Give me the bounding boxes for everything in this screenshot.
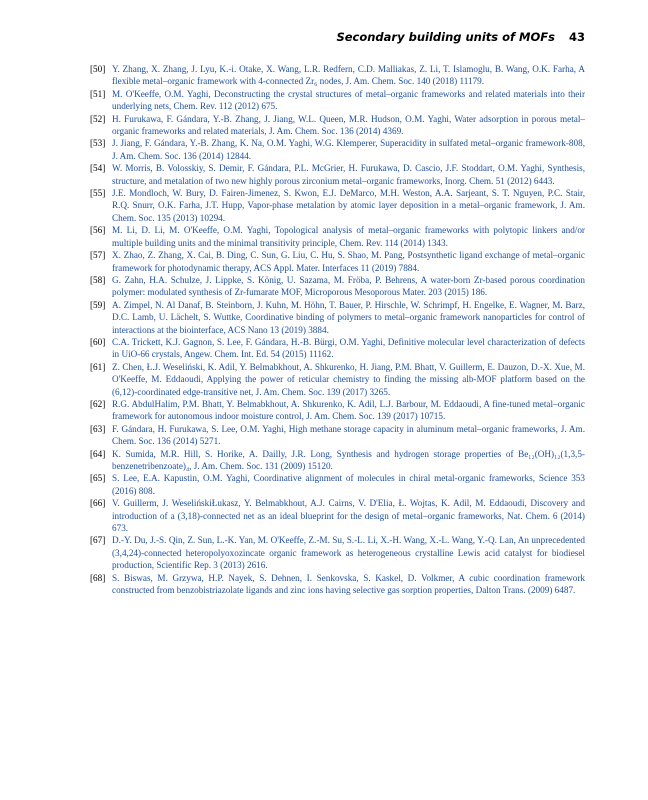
reference-entry [90, 113, 585, 138]
reference-entry [90, 274, 585, 299]
reference-entry [90, 63, 585, 88]
reference-entry [90, 187, 585, 224]
reference-text[interactable]: R.G. AbdulHalim, P.M. Bhatt, Y. Belmabkhout, A. Shkurenko, K. Adil, L.J. Barbour, M. Eddaoudi, A fine-tuned metal–organic framework for autonomous indoor moisture control, J. Am. Chem. Soc. 139 (2017) 10715. [112, 398, 585, 422]
reference-text[interactable]: M. O'Keeffe, O.M. Yaghi, Deconstructing the crystal structures of metal–organic frameworks and related materials into their underlying nets, Chem. Rev. 112 (2012) 675. [112, 88, 585, 112]
reference-text[interactable]: J. Jiang, F. Gándara, Y.-B. Zhang, K. Na, O.M. Yaghi, W.G. Klemperer, Superacidity in sulfated metal–organic framework-808, J. Am. Chem. Soc. 136 (2014) 12844. [112, 138, 585, 161]
reference-entry [90, 88, 585, 113]
reference-number: [68] [90, 572, 106, 583]
reference-text[interactable]: S. Biswas, M. Grzywa, H.P. Nayek, S. Dehnen, I. Senkovska, S. Kaskel, D. Volkmer, A cubic coordination framework constructed from benzobistriazolate ligands and zinc ions having selective gas sorption properties, Dalton Trans. (2009) 6487. [112, 572, 585, 596]
reference-text[interactable]: X. Zhao, Z. Zhang, X. Cai, B. Ding, C. Sun, G. Liu, C. Hu, S. Shao, M. Pang, Postsynthetic ligand exchange of metal–organic framework for photodynamic therapy, ACS Appl. Mater. Interfaces 11 (2019) 7884. [112, 250, 585, 273]
reference-text[interactable]: Z. Chen, Ł.J. Weseliński, K. Adil, Y. Belmabkhout, A. Shkurenko, H. Jiang, P.M. Bhatt, V. Guillerm, E. Dauzon, D.-X. Xue, M. O'Keeffe, M. Eddaoudi, Applying the power of reticular chemistry to finding the missing alb-MOF platform based on the (6,12)-coordinated edge-transitive net, J. Am. Chem. Soc. 139 (2017) 3265. [112, 361, 585, 397]
reference-entry [90, 224, 585, 249]
reference-text[interactable]: K. Sumida, M.R. Hill, S. Horike, A. Dailly, J.R. Long, Synthesis and hydrogen storage properties of Be₁₂(OH)₁₂(1,3,5-benzenetribenzoate)₄, J. Am. Chem. Soc. 131 (2009) 15120. [112, 448, 585, 471]
reference-entry [90, 423, 585, 448]
reference-entry [90, 497, 585, 534]
reference-text[interactable]: A. Zimpel, N. Al Danaf, B. Steinborn, J. Kuhn, M. Höhn, T. Bauer, P. Hirschle, W. Schrimpf, H. Engelke, E. Wagner, M. Barz, D.C. Lamb, U. Lächelt, S. Wuttke, Coordinative binding of polymers to metal–organic framework nanoparticles for control of interactions at the biointerface, ACS Nano 13 (2019) 3884. [112, 299, 585, 335]
reference-text[interactable]: V. Guillerm, J. WeselińskiŁukasz, Y. Belmabkhout, A.J. Cairns, V. D'Elia, Ł. Wojtas, K. Adil, M. Eddaoudi, Discovery and introduction of a (3,18)-connected net as an ideal blueprint for the design of metal–organic frameworks, Nat. Chem. 6 (2014) 673. [112, 498, 585, 534]
reference-number: [57] [90, 250, 106, 261]
reference-text[interactable]: F. Gándara, H. Furukawa, S. Lee, O.M. Yaghi, High methane storage capacity in aluminum metal–organic frameworks, J. Am. Chem. Soc. 136 (2014) 5271. [112, 423, 585, 447]
page-number: 43 [568, 30, 585, 44]
reference-number: [66] [90, 498, 106, 509]
reference-number: [63] [90, 423, 106, 434]
reference-text[interactable]: W. Morris, B. Volosskiy, S. Demir, F. Gándara, P.L. McGrier, H. Furukawa, D. Cascio, J.F. Stoddart, O.M. Yaghi, Synthesis, structure, and metalation of two new highly porous zirconium metal–organic frameworks, Inorg. Chem. 51 (2012) 6443. [112, 163, 585, 186]
reference-number: [56] [90, 225, 106, 236]
reference-entry [90, 472, 585, 497]
reference-number: [53] [90, 138, 106, 149]
reference-number: [61] [90, 361, 106, 372]
reference-text[interactable]: S. Lee, E.A. Kapustin, O.M. Yaghi, Coordinative alignment of molecules in chiral metal-organic frameworks, Science 353 (2016) 808. [112, 473, 585, 496]
reference-text[interactable]: H. Furukawa, F. Gándara, Y.-B. Zhang, J. Jiang, W.L. Queen, M.R. Hudson, O.M. Yaghi, Water adsorption in porous metal–organic frameworks and related materials, J. Am. Chem. Soc. 136 (2014) 4369. [112, 113, 585, 137]
reference-text[interactable]: Y. Zhang, X. Zhang, J. Lyu, K.-i. Otake, X. Wang, L.R. Redfern, C.D. Malliakas, Z. Li, T. Islamoglu, B. Wang, O.K. Farha, A flexible metal–organic framework with 4-connected Zr₆ nodes, J. Am. Chem. Soc. 140 (2018) 11179. [112, 64, 585, 87]
reference-entry [90, 534, 585, 571]
reference-number: [62] [90, 398, 106, 409]
reference-text[interactable]: D.-Y. Du, J.-S. Qin, Z. Sun, L.-K. Yan, M. O'Keeffe, Z.-M. Su, S.-L. Li, X.-H. Wang, X.-L. Wang, Y.-Q. Lan, An unprecedented (3,4,24)-connected heteropolyoxozincate organic framework as heterogeneous crystalline Lewis acid catalyst for biodiesel production, Scientific Rep. 3 (2013) 2616. [112, 535, 585, 571]
reference-entry [90, 249, 585, 274]
reference-text[interactable]: G. Zahn, H.A. Schulze, J. Lippke, S. König, U. Sazama, M. Fröba, P. Behrens, A water-born Zr-based porous coordination polymer: modulated synthesis of Zr-fumarate MOF, Microporous Mesoporous Mater. 203 (2015) 186. [112, 274, 585, 298]
reference-number: [50] [90, 64, 106, 74]
reference-entry [90, 162, 585, 187]
reference-text[interactable]: M. Li, D. Li, M. O'Keeffe, O.M. Yaghi, Topological analysis of metal–organic frameworks with polytopic linkers and/or multiple building units and the minimal transitivity principle, Chem. Rev. 114 (2014) 1343. [112, 225, 585, 248]
reference-list [90, 63, 585, 596]
reference-entry [90, 299, 585, 336]
reference-text[interactable]: J.E. Mondloch, W. Bury, D. Fairen-Jimenez, S. Kwon, E.J. DeMarco, M.H. Weston, A.A. Sarjeant, S. T. Nguyen, P.C. Stair, R.Q. Snurr, O.K. Farha, J.T. Hupp, Vapor-phase metalation by atomic layer deposition in a metal–organic framework, J. Am. Chem. Soc. 135 (2013) 10294. [112, 188, 585, 223]
reference-number: [67] [90, 535, 106, 546]
reference-number: [52] [90, 113, 106, 124]
reference-number: [55] [90, 188, 106, 199]
reference-text[interactable]: C.A. Trickett, K.J. Gagnon, S. Lee, F. Gándara, H.-B. Bürgi, O.M. Yaghi, Definitive molecular level characterization of defects in UiO-66 crystals, Angew. Chem. Int. Ed. 54 (2015) 11162. [112, 336, 585, 360]
reference-entry [90, 448, 585, 473]
page-header [90, 30, 585, 44]
reference-number: [65] [90, 473, 106, 484]
reference-entry [90, 572, 585, 597]
reference-number: [51] [90, 88, 106, 99]
reference-entry [90, 336, 585, 361]
reference-number: [60] [90, 336, 106, 347]
reference-number: [59] [90, 299, 106, 310]
reference-number: [58] [90, 274, 106, 285]
reference-number: [64] [90, 448, 106, 459]
running-title: Secondary building units of MOFs [336, 30, 555, 44]
reference-entry [90, 398, 585, 423]
reference-number: [54] [90, 163, 106, 174]
reference-entry [90, 137, 585, 162]
reference-entry [90, 361, 585, 398]
